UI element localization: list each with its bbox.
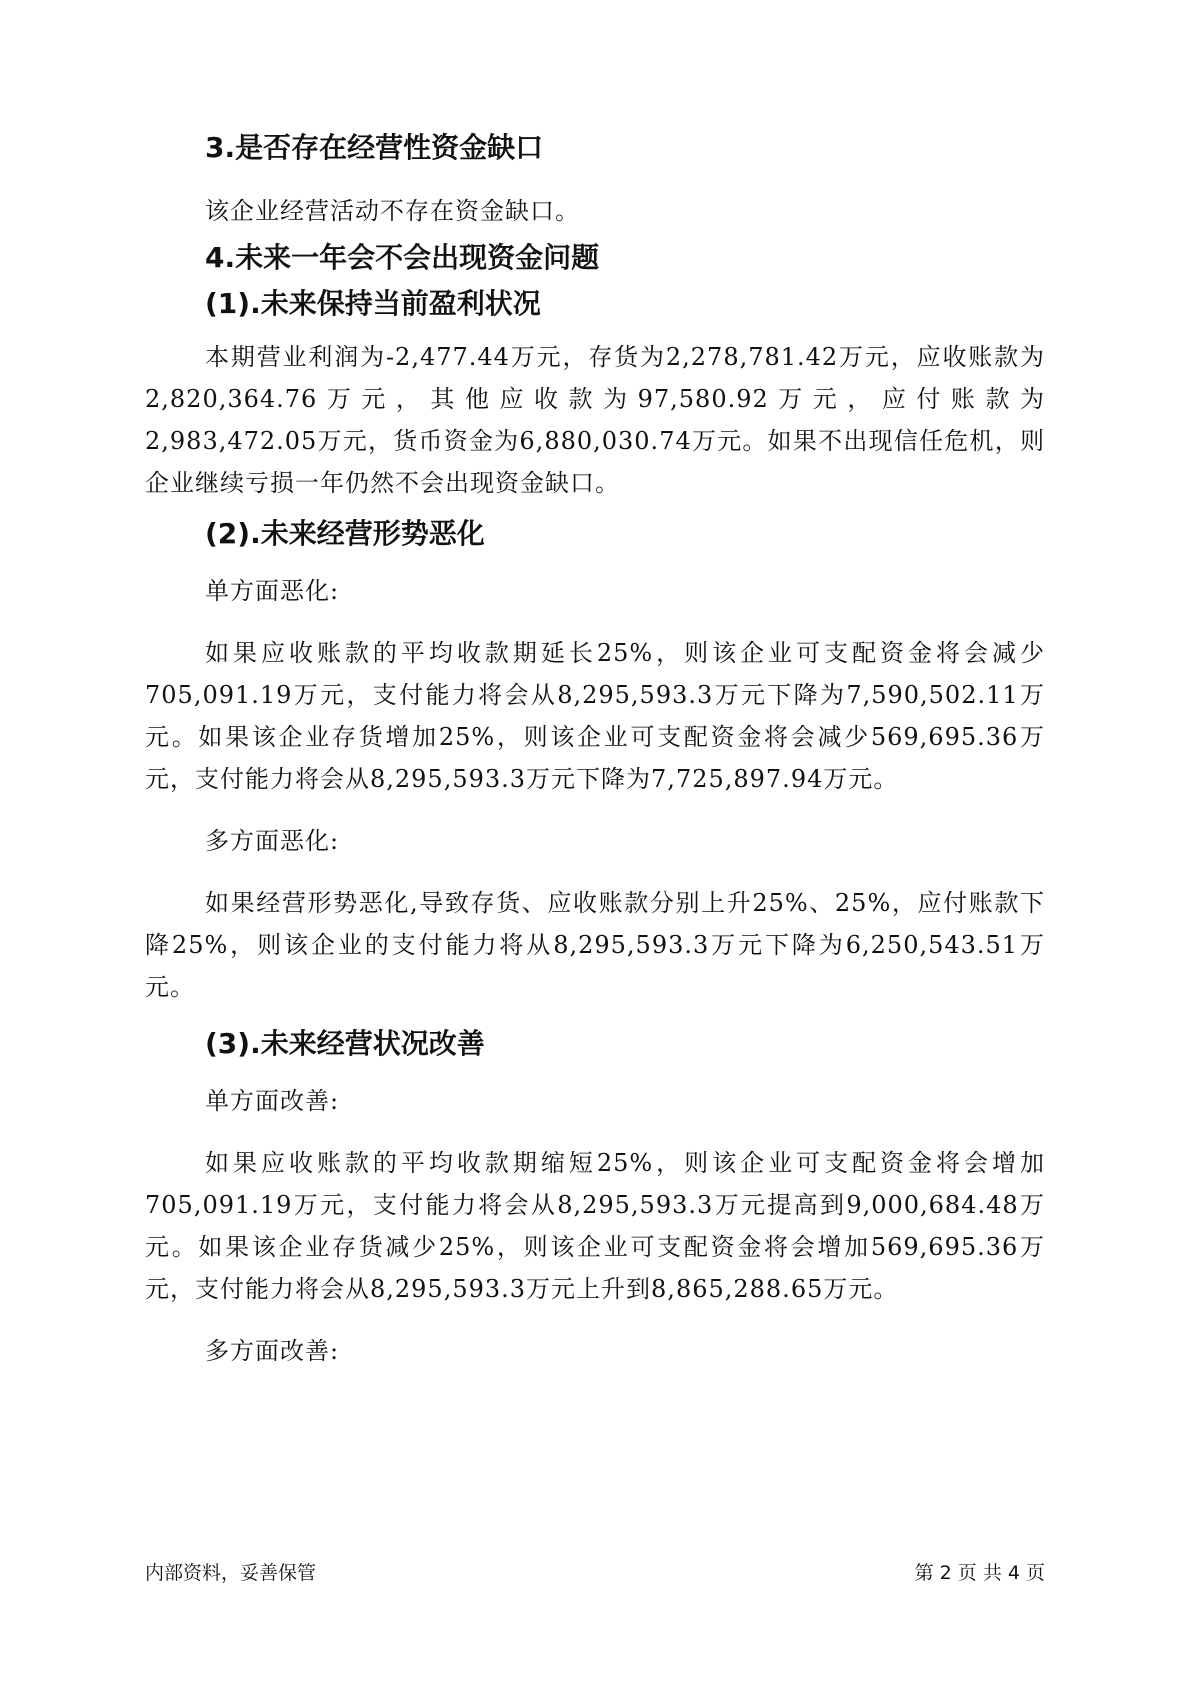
single-improvement-label: 单方面改善:: [205, 1087, 340, 1115]
confidentiality-note: 内部资料，妥善保管: [145, 1562, 317, 1584]
multi-improvement-label: 多方面改善:: [205, 1337, 340, 1365]
page-footer: [145, 1558, 1045, 1585]
subsection-heading-4-3: (3).未来经营状况改善: [205, 1027, 485, 1060]
document-body: [145, 128, 1045, 1372]
multi-worsening-label: 多方面恶化:: [205, 827, 340, 855]
single-worsening-label: 单方面恶化:: [205, 577, 340, 605]
single-worsening-paragraph: 如果应收账款的平均收款期延长25%，则该企业可支配资金将会减少705,091.19万元，支付能力将会从8,295,593.3万元下降为7,590,502.11万元。如果该企业存货增加25%，则该企业可支配资金将会减少569,695.36万元，支付能力将会从8,295,593.3万元下降为7,725,897.94万元。: [145, 639, 1045, 793]
section-heading-3: 3.是否存在经营性资金缺口: [205, 131, 544, 164]
subsection-4-1-paragraph: 本期营业利润为-2,477.44万元，存货为2,278,781.42万元，应收账款为2,820,364.76万元，其他应收款为97,580.92万元，应付账款为2,983,472.05万元，货币资金为6,880,030.74万元。如果不出现信任危机，则企业继续亏损一年仍然不会出现资金缺口。: [145, 343, 1045, 497]
page-number: 第 2 页 共 4 页: [914, 1562, 1045, 1584]
single-improvement-paragraph: 如果应收账款的平均收款期缩短25%，则该企业可支配资金将会增加705,091.19万元，支付能力将会从8,295,593.3万元提高到9,000,684.48万元。如果该企业存货减少25%，则该企业可支配资金将会增加569,695.36万元，支付能力将会从8,295,593.3万元上升到8,865,288.65万元。: [145, 1149, 1045, 1303]
section-3-paragraph: 该企业经营活动不存在资金缺口。: [205, 197, 580, 225]
section-heading-4: 4.未来一年会不会出现资金问题: [205, 241, 600, 274]
subsection-heading-4-2: (2).未来经营形势恶化: [205, 517, 485, 550]
multi-worsening-paragraph: 如果经营形势恶化,导致存货、应收账款分别上升25%、25%，应付账款下降25%，则该企业的支付能力将从8,295,593.3万元下降为6,250,543.51万元。: [145, 889, 1045, 1001]
subsection-heading-4-1: (1).未来保持当前盈利状况: [205, 287, 541, 320]
